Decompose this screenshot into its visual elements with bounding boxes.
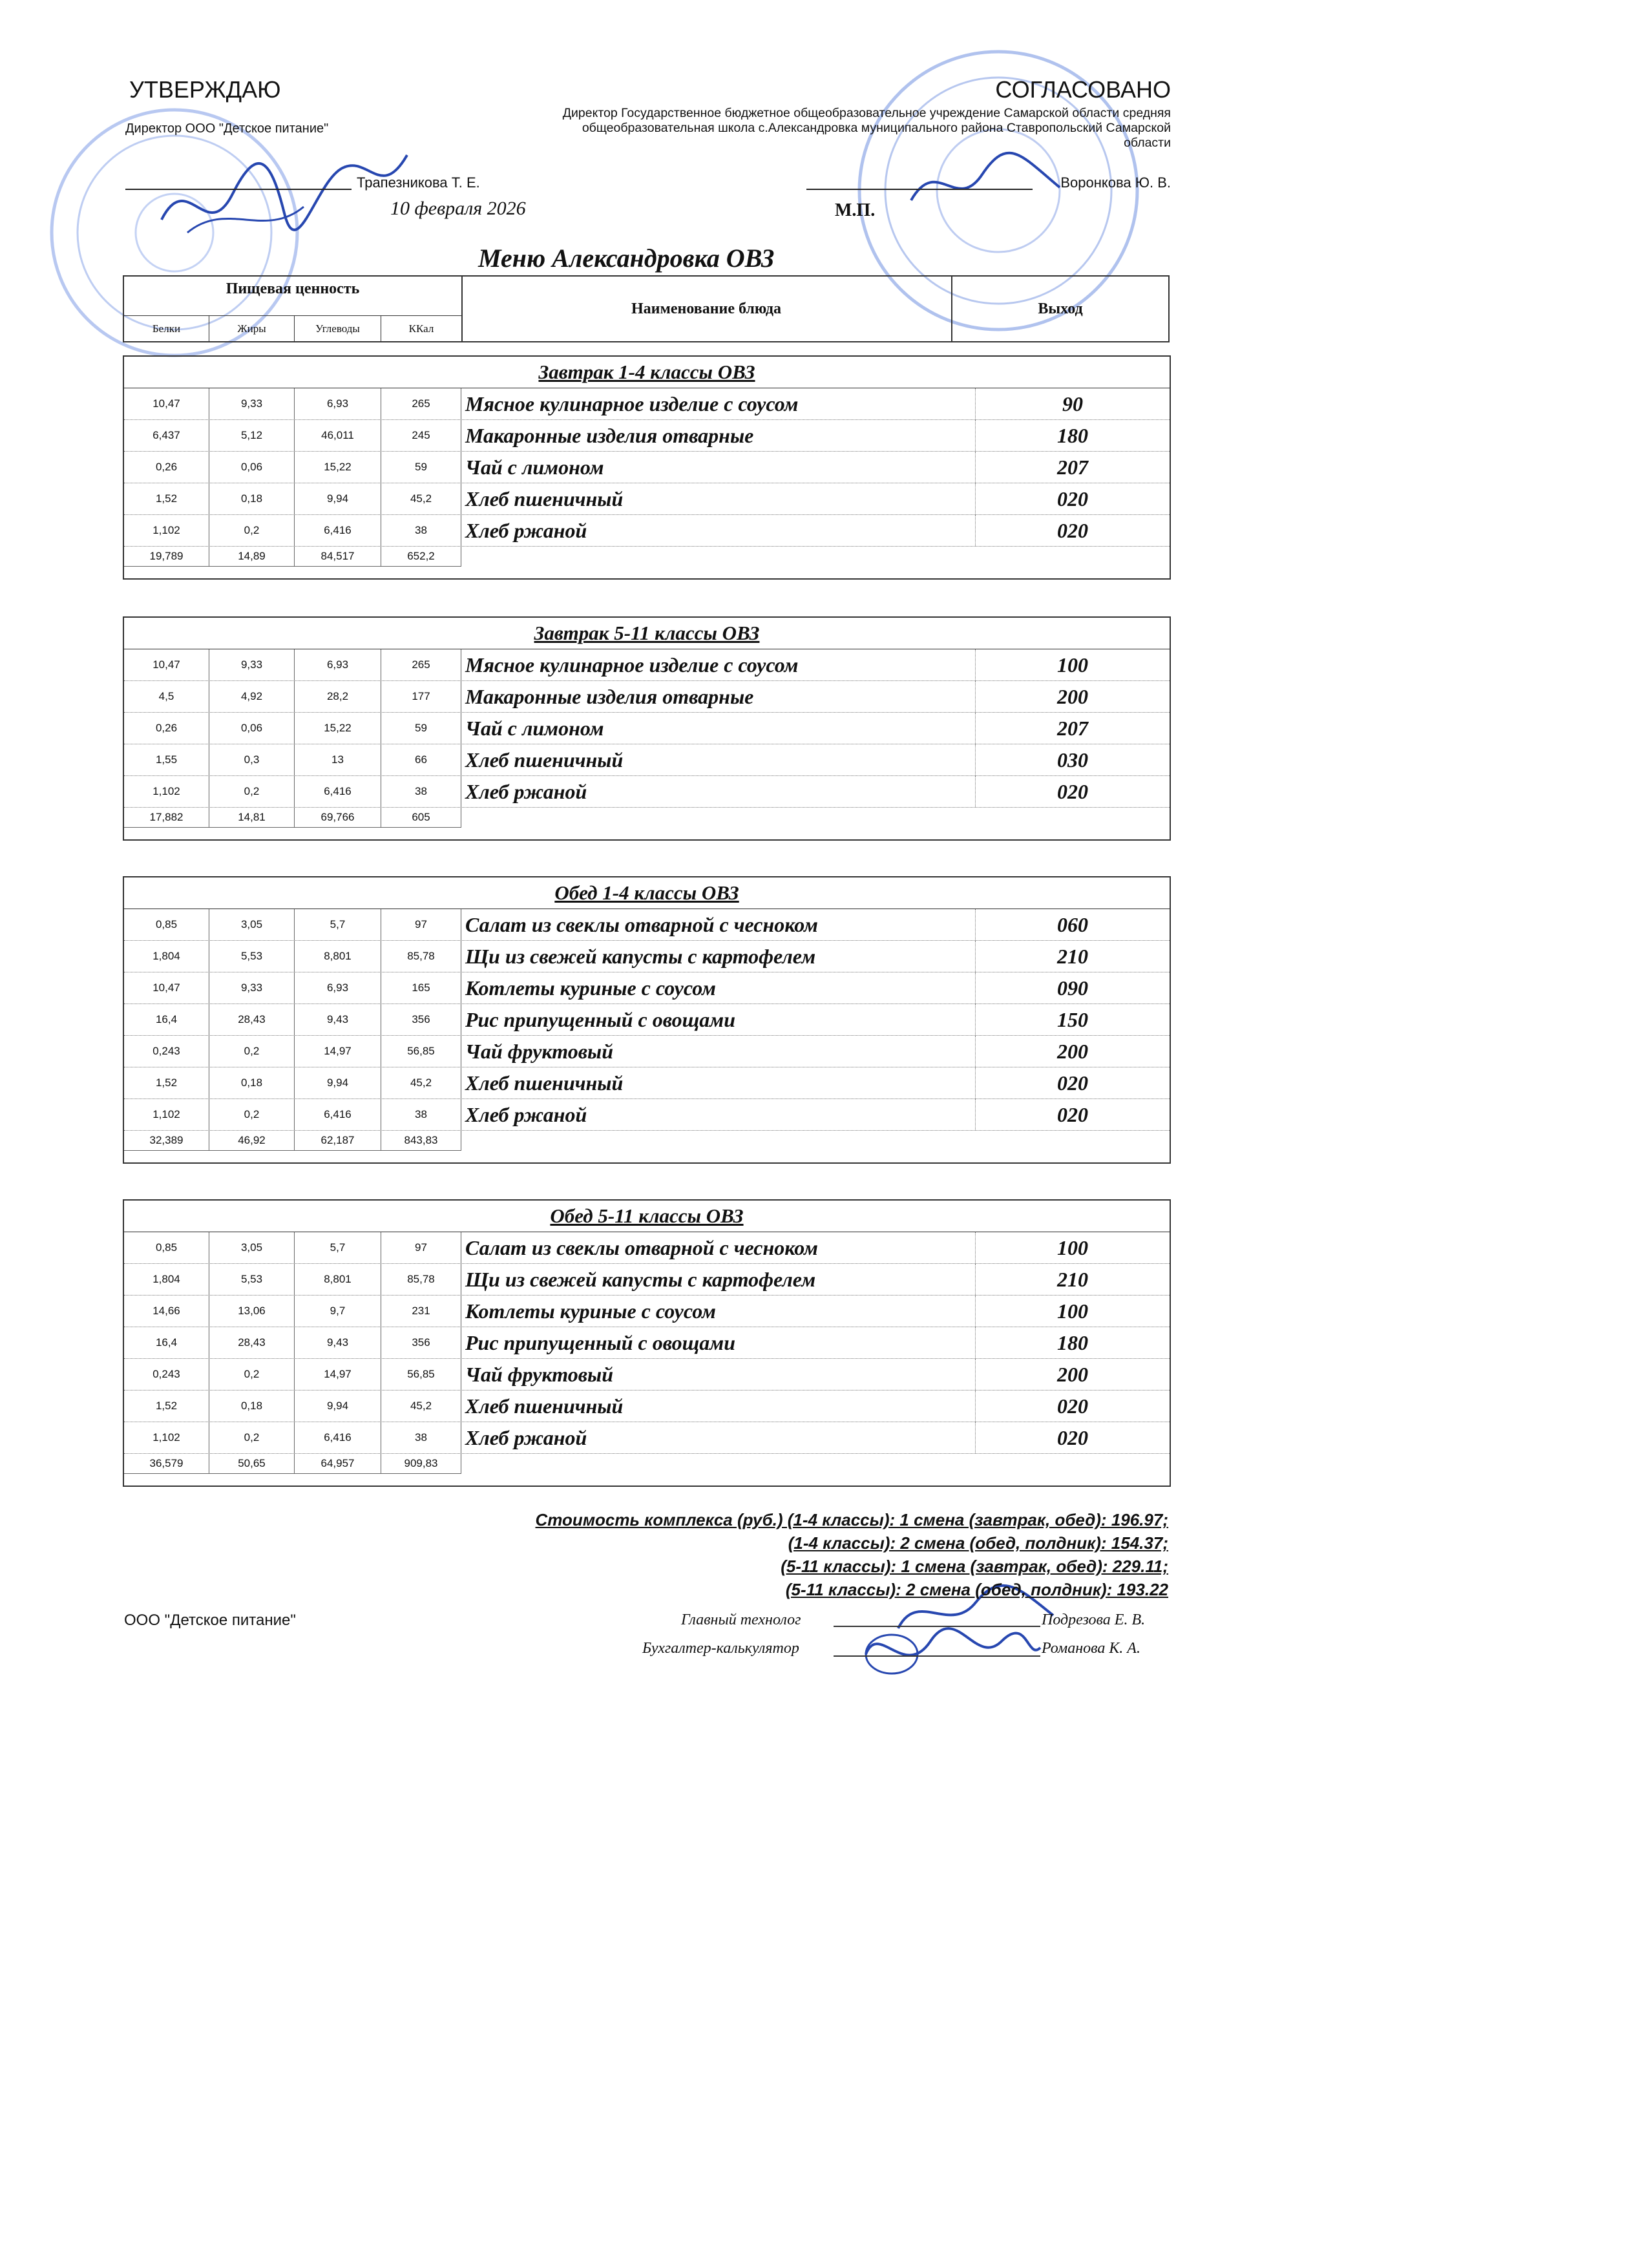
dish-name: Хлеб ржаной [461, 515, 976, 546]
dish-name: Чай с лимоном [461, 452, 976, 483]
dish-name: Котлеты куриные с соусом [461, 972, 976, 1003]
kcal-cell: 56,85 [381, 1036, 461, 1067]
cost-line: (1-4 классы): 2 смена (обед, полдник): 154.37; [788, 1533, 1168, 1553]
menu-row [124, 1067, 1170, 1099]
fats-cell: 0,3 [209, 744, 295, 775]
signature-approve [149, 142, 420, 258]
kcal-cell: 45,2 [381, 1391, 461, 1422]
dish-name: Салат из свеклы отварной с чесноком [461, 909, 976, 940]
carbs-cell: 6,416 [295, 776, 381, 807]
proteins-cell: 0,26 [124, 452, 209, 483]
dish-name: Чай фруктовый [461, 1036, 976, 1067]
dish-yield: 030 [1057, 748, 1088, 772]
fats-cell: 3,05 [209, 909, 295, 940]
section-total-row [124, 547, 461, 567]
dish-yield: 020 [1057, 1394, 1088, 1418]
total-kcal: 605 [381, 808, 461, 827]
carbs-cell: 6,416 [295, 1099, 381, 1130]
carbs-cell: 15,22 [295, 452, 381, 483]
menu-section [123, 616, 1171, 841]
menu-row [124, 388, 1170, 420]
fats-cell: 0,18 [209, 1391, 295, 1422]
carbs-cell: 9,7 [295, 1296, 381, 1327]
total-fats: 14,89 [209, 547, 295, 566]
agree-signature-line [806, 189, 1033, 190]
menu-row [124, 681, 1170, 713]
fats-cell: 5,53 [209, 941, 295, 972]
kcal-cell: 231 [381, 1296, 461, 1327]
agree-role: Директор Государственное бюджетное общеобразовательное учреждение Самарской области средняя общеобразовательная школа с.Александровка муниципального района Ставропольский Самарской области [562, 106, 1171, 150]
dish-yield: 210 [1057, 945, 1088, 968]
proteins-cell: 1,102 [124, 1422, 209, 1453]
technologist-name: Подрезова Е. В. [1042, 1612, 1146, 1628]
dish-yield: 200 [1057, 685, 1088, 708]
nutrition-header [124, 277, 463, 341]
dish-name: Макаронные изделия отварные [461, 420, 976, 451]
dish-yield: 020 [1057, 487, 1088, 510]
nutrition-title: Пищевая ценность [226, 280, 360, 297]
document-date: 10 февраля 2026 [390, 198, 526, 219]
carbs-cell: 6,93 [295, 972, 381, 1003]
proteins-cell: 1,55 [124, 744, 209, 775]
menu-row [124, 1359, 1170, 1391]
menu-row [124, 1327, 1170, 1359]
proteins-cell: 16,4 [124, 1004, 209, 1035]
total-carbs: 64,957 [295, 1454, 381, 1473]
menu-row [124, 483, 1170, 515]
section-spacer [124, 1151, 1170, 1162]
proteins-cell: 0,26 [124, 713, 209, 744]
kcal-cell: 38 [381, 776, 461, 807]
cost-block [393, 1508, 1168, 1601]
dish-name: Мясное кулинарное изделие с соусом [461, 649, 976, 680]
section-spacer [124, 1474, 1170, 1486]
dish-yield: 150 [1057, 1008, 1088, 1031]
dish-name: Чай с лимоном [461, 713, 976, 744]
dish-name: Салат из свеклы отварной с чесноком [461, 1232, 976, 1263]
dish-yield: 100 [1057, 1236, 1088, 1259]
section-title: Обед 1-4 классы ОВЗ [124, 877, 1170, 909]
kcal-cell: 97 [381, 909, 461, 940]
proteins-cell: 0,85 [124, 1232, 209, 1263]
total-fats: 46,92 [209, 1131, 295, 1150]
fats-cell: 0,2 [209, 1422, 295, 1453]
kcal-cell: 38 [381, 515, 461, 546]
carbs-cell: 5,7 [295, 909, 381, 940]
dish-name: Щи из свежей капусты с картофелем [461, 1264, 976, 1295]
dish-yield: 060 [1057, 913, 1088, 936]
carbs-cell: 8,801 [295, 941, 381, 972]
proteins-cell: 1,102 [124, 515, 209, 546]
menu-row [124, 515, 1170, 547]
dish-yield: 100 [1057, 653, 1088, 677]
approve-role: Директор ООО "Детское питание" [125, 121, 329, 136]
total-kcal: 909,83 [381, 1454, 461, 1473]
total-proteins: 32,389 [124, 1131, 209, 1150]
carbs-cell: 9,43 [295, 1004, 381, 1035]
accountant-name: Романова К. А. [1042, 1640, 1140, 1657]
total-proteins: 36,579 [124, 1454, 209, 1473]
kcal-cell: 66 [381, 744, 461, 775]
menu-section [123, 1199, 1171, 1487]
fats-cell: 28,43 [209, 1327, 295, 1358]
fats-cell: 5,12 [209, 420, 295, 451]
menu-row [124, 1232, 1170, 1264]
proteins-cell: 1,804 [124, 1264, 209, 1295]
carbs-cell: 9,94 [295, 1067, 381, 1098]
carbs-cell: 8,801 [295, 1264, 381, 1295]
fats-cell: 9,33 [209, 972, 295, 1003]
agree-name: Воронкова Ю. В. [1060, 174, 1171, 191]
menu-row [124, 1036, 1170, 1067]
dish-yield: 210 [1057, 1268, 1088, 1291]
menu-row [124, 909, 1170, 941]
section-total-row [124, 1131, 461, 1151]
technologist-role: Главный технолог [681, 1612, 801, 1628]
kcal-cell: 38 [381, 1099, 461, 1130]
dish-yield: 200 [1057, 1363, 1088, 1386]
menu-row [124, 452, 1170, 483]
proteins-cell: 1,102 [124, 1099, 209, 1130]
fats-cell: 0,18 [209, 1067, 295, 1098]
dish-name: Хлеб пшеничный [461, 1067, 976, 1098]
fats-cell: 0,06 [209, 713, 295, 744]
proteins-cell: 10,47 [124, 972, 209, 1003]
carbs-cell: 6,416 [295, 1422, 381, 1453]
menu-row [124, 744, 1170, 776]
col-dish-name: Наименование блюда [461, 277, 952, 341]
kcal-cell: 177 [381, 681, 461, 712]
section-total-row [124, 808, 461, 828]
fats-cell: 0,2 [209, 1036, 295, 1067]
kcal-cell: 245 [381, 420, 461, 451]
dish-yield: 020 [1057, 1103, 1088, 1126]
approve-title: УТВЕРЖДАЮ [129, 76, 281, 103]
dish-name: Рис припущенный с овощами [461, 1004, 976, 1035]
dish-name: Хлеб ржаной [461, 776, 976, 807]
fats-cell: 4,92 [209, 681, 295, 712]
dish-yield: 020 [1057, 1426, 1088, 1449]
col-fats: Жиры [209, 316, 295, 342]
dish-name: Рис припущенный с овощами [461, 1327, 976, 1358]
dish-name: Чай фруктовый [461, 1359, 976, 1390]
menu-row [124, 420, 1170, 452]
dish-name: Хлеб пшеничный [461, 1391, 976, 1422]
kcal-cell: 356 [381, 1004, 461, 1035]
proteins-cell: 1,102 [124, 776, 209, 807]
menu-row [124, 1296, 1170, 1327]
dish-name: Щи из свежей капусты с картофелем [461, 941, 976, 972]
fats-cell: 0,2 [209, 1359, 295, 1390]
kcal-cell: 45,2 [381, 483, 461, 514]
column-header [123, 275, 1170, 342]
fats-cell: 5,53 [209, 1264, 295, 1295]
fats-cell: 0,2 [209, 515, 295, 546]
section-spacer [124, 567, 1170, 578]
section-spacer [124, 828, 1170, 839]
dish-yield: 020 [1057, 519, 1088, 542]
menu-row [124, 1264, 1170, 1296]
total-fats: 14,81 [209, 808, 295, 827]
carbs-cell: 13 [295, 744, 381, 775]
dish-yield: 020 [1057, 780, 1088, 803]
menu-row [124, 1099, 1170, 1131]
signature-agree [905, 142, 1073, 220]
proteins-cell: 1,52 [124, 483, 209, 514]
dish-yield: 090 [1057, 976, 1088, 1000]
carbs-cell: 14,97 [295, 1036, 381, 1067]
dish-name: Макаронные изделия отварные [461, 681, 976, 712]
approve-signature-line [125, 189, 352, 190]
menu-row [124, 941, 1170, 972]
kcal-cell: 165 [381, 972, 461, 1003]
footer-org: ООО "Детское питание" [124, 1612, 296, 1629]
fats-cell: 0,18 [209, 483, 295, 514]
col-carbs: Углеводы [295, 316, 381, 342]
kcal-cell: 45,2 [381, 1067, 461, 1098]
menu-row [124, 649, 1170, 681]
dish-yield: 207 [1057, 717, 1088, 740]
fats-cell: 3,05 [209, 1232, 295, 1263]
dish-yield: 180 [1057, 1331, 1088, 1354]
col-kcal: ККал [408, 322, 434, 335]
dish-yield: 90 [1062, 392, 1083, 415]
dish-yield: 180 [1057, 424, 1088, 447]
approve-name: Трапезникова Т. Е. [357, 174, 480, 191]
carbs-cell: 6,93 [295, 388, 381, 419]
col-yield: Выход [1038, 300, 1083, 317]
proteins-cell: 1,52 [124, 1067, 209, 1098]
total-carbs: 69,766 [295, 808, 381, 827]
carbs-cell: 6,416 [295, 515, 381, 546]
technologist-signature-line [834, 1626, 1040, 1627]
carbs-cell: 6,93 [295, 649, 381, 680]
fats-cell: 0,06 [209, 452, 295, 483]
menu-section [123, 876, 1171, 1164]
menu-row [124, 972, 1170, 1004]
dish-yield: 200 [1057, 1040, 1088, 1063]
menu-row [124, 1422, 1170, 1454]
section-title: Обед 5-11 классы ОВЗ [124, 1201, 1170, 1232]
proteins-cell: 16,4 [124, 1327, 209, 1358]
menu-section [123, 355, 1171, 580]
kcal-cell: 38 [381, 1422, 461, 1453]
proteins-cell: 0,85 [124, 909, 209, 940]
section-title: Завтрак 5-11 классы ОВЗ [124, 618, 1170, 649]
proteins-cell: 6,437 [124, 420, 209, 451]
dish-name: Хлеб ржаной [461, 1099, 976, 1130]
cost-line: (5-11 классы): 2 смена (обед, полдник): 193.22 [785, 1580, 1168, 1599]
accountant-signature-line [834, 1655, 1040, 1657]
menu-title: Меню Александровка ОВЗ [478, 244, 775, 273]
carbs-cell: 9,94 [295, 1391, 381, 1422]
fats-cell: 0,2 [209, 1099, 295, 1130]
menu-row [124, 1391, 1170, 1422]
menu-row [124, 776, 1170, 808]
proteins-cell: 1,52 [124, 1391, 209, 1422]
carbs-cell: 9,94 [295, 483, 381, 514]
carbs-cell: 14,97 [295, 1359, 381, 1390]
total-proteins: 19,789 [124, 547, 209, 566]
proteins-cell: 10,47 [124, 388, 209, 419]
section-title: Завтрак 1-4 классы ОВЗ [124, 357, 1170, 388]
total-proteins: 17,882 [124, 808, 209, 827]
seal-place-label: М.П. [835, 200, 876, 220]
dish-yield: 207 [1057, 456, 1088, 479]
total-kcal: 652,2 [381, 547, 461, 566]
cost-line: (5-11 классы): 1 смена (завтрак, обед): 229.11; [781, 1557, 1168, 1576]
menu-row [124, 1004, 1170, 1036]
proteins-cell: 0,243 [124, 1036, 209, 1067]
cost-line: Стоимость комплекса (руб.) (1-4 классы): 1 смена (завтрак, обед): 196.97; [535, 1510, 1168, 1529]
fats-cell: 9,33 [209, 388, 295, 419]
dish-name: Хлеб пшеничный [461, 744, 976, 775]
carbs-cell: 46,011 [295, 420, 381, 451]
col-proteins: Белки [124, 316, 209, 342]
fats-cell: 13,06 [209, 1296, 295, 1327]
dish-name: Хлеб пшеничный [461, 483, 976, 514]
proteins-cell: 0,243 [124, 1359, 209, 1390]
kcal-cell: 59 [381, 452, 461, 483]
carbs-cell: 5,7 [295, 1232, 381, 1263]
kcal-cell: 356 [381, 1327, 461, 1358]
kcal-cell: 85,78 [381, 941, 461, 972]
section-total-row [124, 1454, 461, 1474]
fats-cell: 0,2 [209, 776, 295, 807]
dish-yield: 100 [1057, 1299, 1088, 1323]
accountant-role: Бухгалтер-калькулятор [642, 1640, 799, 1657]
kcal-cell: 56,85 [381, 1359, 461, 1390]
agree-title: СОГЛАСОВАНО [995, 76, 1171, 103]
total-fats: 50,65 [209, 1454, 295, 1473]
menu-row [124, 713, 1170, 744]
carbs-cell: 28,2 [295, 681, 381, 712]
kcal-cell: 265 [381, 388, 461, 419]
total-carbs: 62,187 [295, 1131, 381, 1150]
dish-yield: 020 [1057, 1071, 1088, 1095]
dish-name: Котлеты куриные с соусом [461, 1296, 976, 1327]
proteins-cell: 4,5 [124, 681, 209, 712]
proteins-cell: 10,47 [124, 649, 209, 680]
kcal-cell: 265 [381, 649, 461, 680]
carbs-cell: 15,22 [295, 713, 381, 744]
kcal-cell: 59 [381, 713, 461, 744]
proteins-cell: 1,804 [124, 941, 209, 972]
fats-cell: 28,43 [209, 1004, 295, 1035]
kcal-cell: 97 [381, 1232, 461, 1263]
dish-name: Мясное кулинарное изделие с соусом [461, 388, 976, 419]
total-carbs: 84,517 [295, 547, 381, 566]
kcal-cell: 85,78 [381, 1264, 461, 1295]
carbs-cell: 9,43 [295, 1327, 381, 1358]
total-kcal: 843,83 [381, 1131, 461, 1150]
fats-cell: 9,33 [209, 649, 295, 680]
dish-name: Хлеб ржаной [461, 1422, 976, 1453]
proteins-cell: 14,66 [124, 1296, 209, 1327]
